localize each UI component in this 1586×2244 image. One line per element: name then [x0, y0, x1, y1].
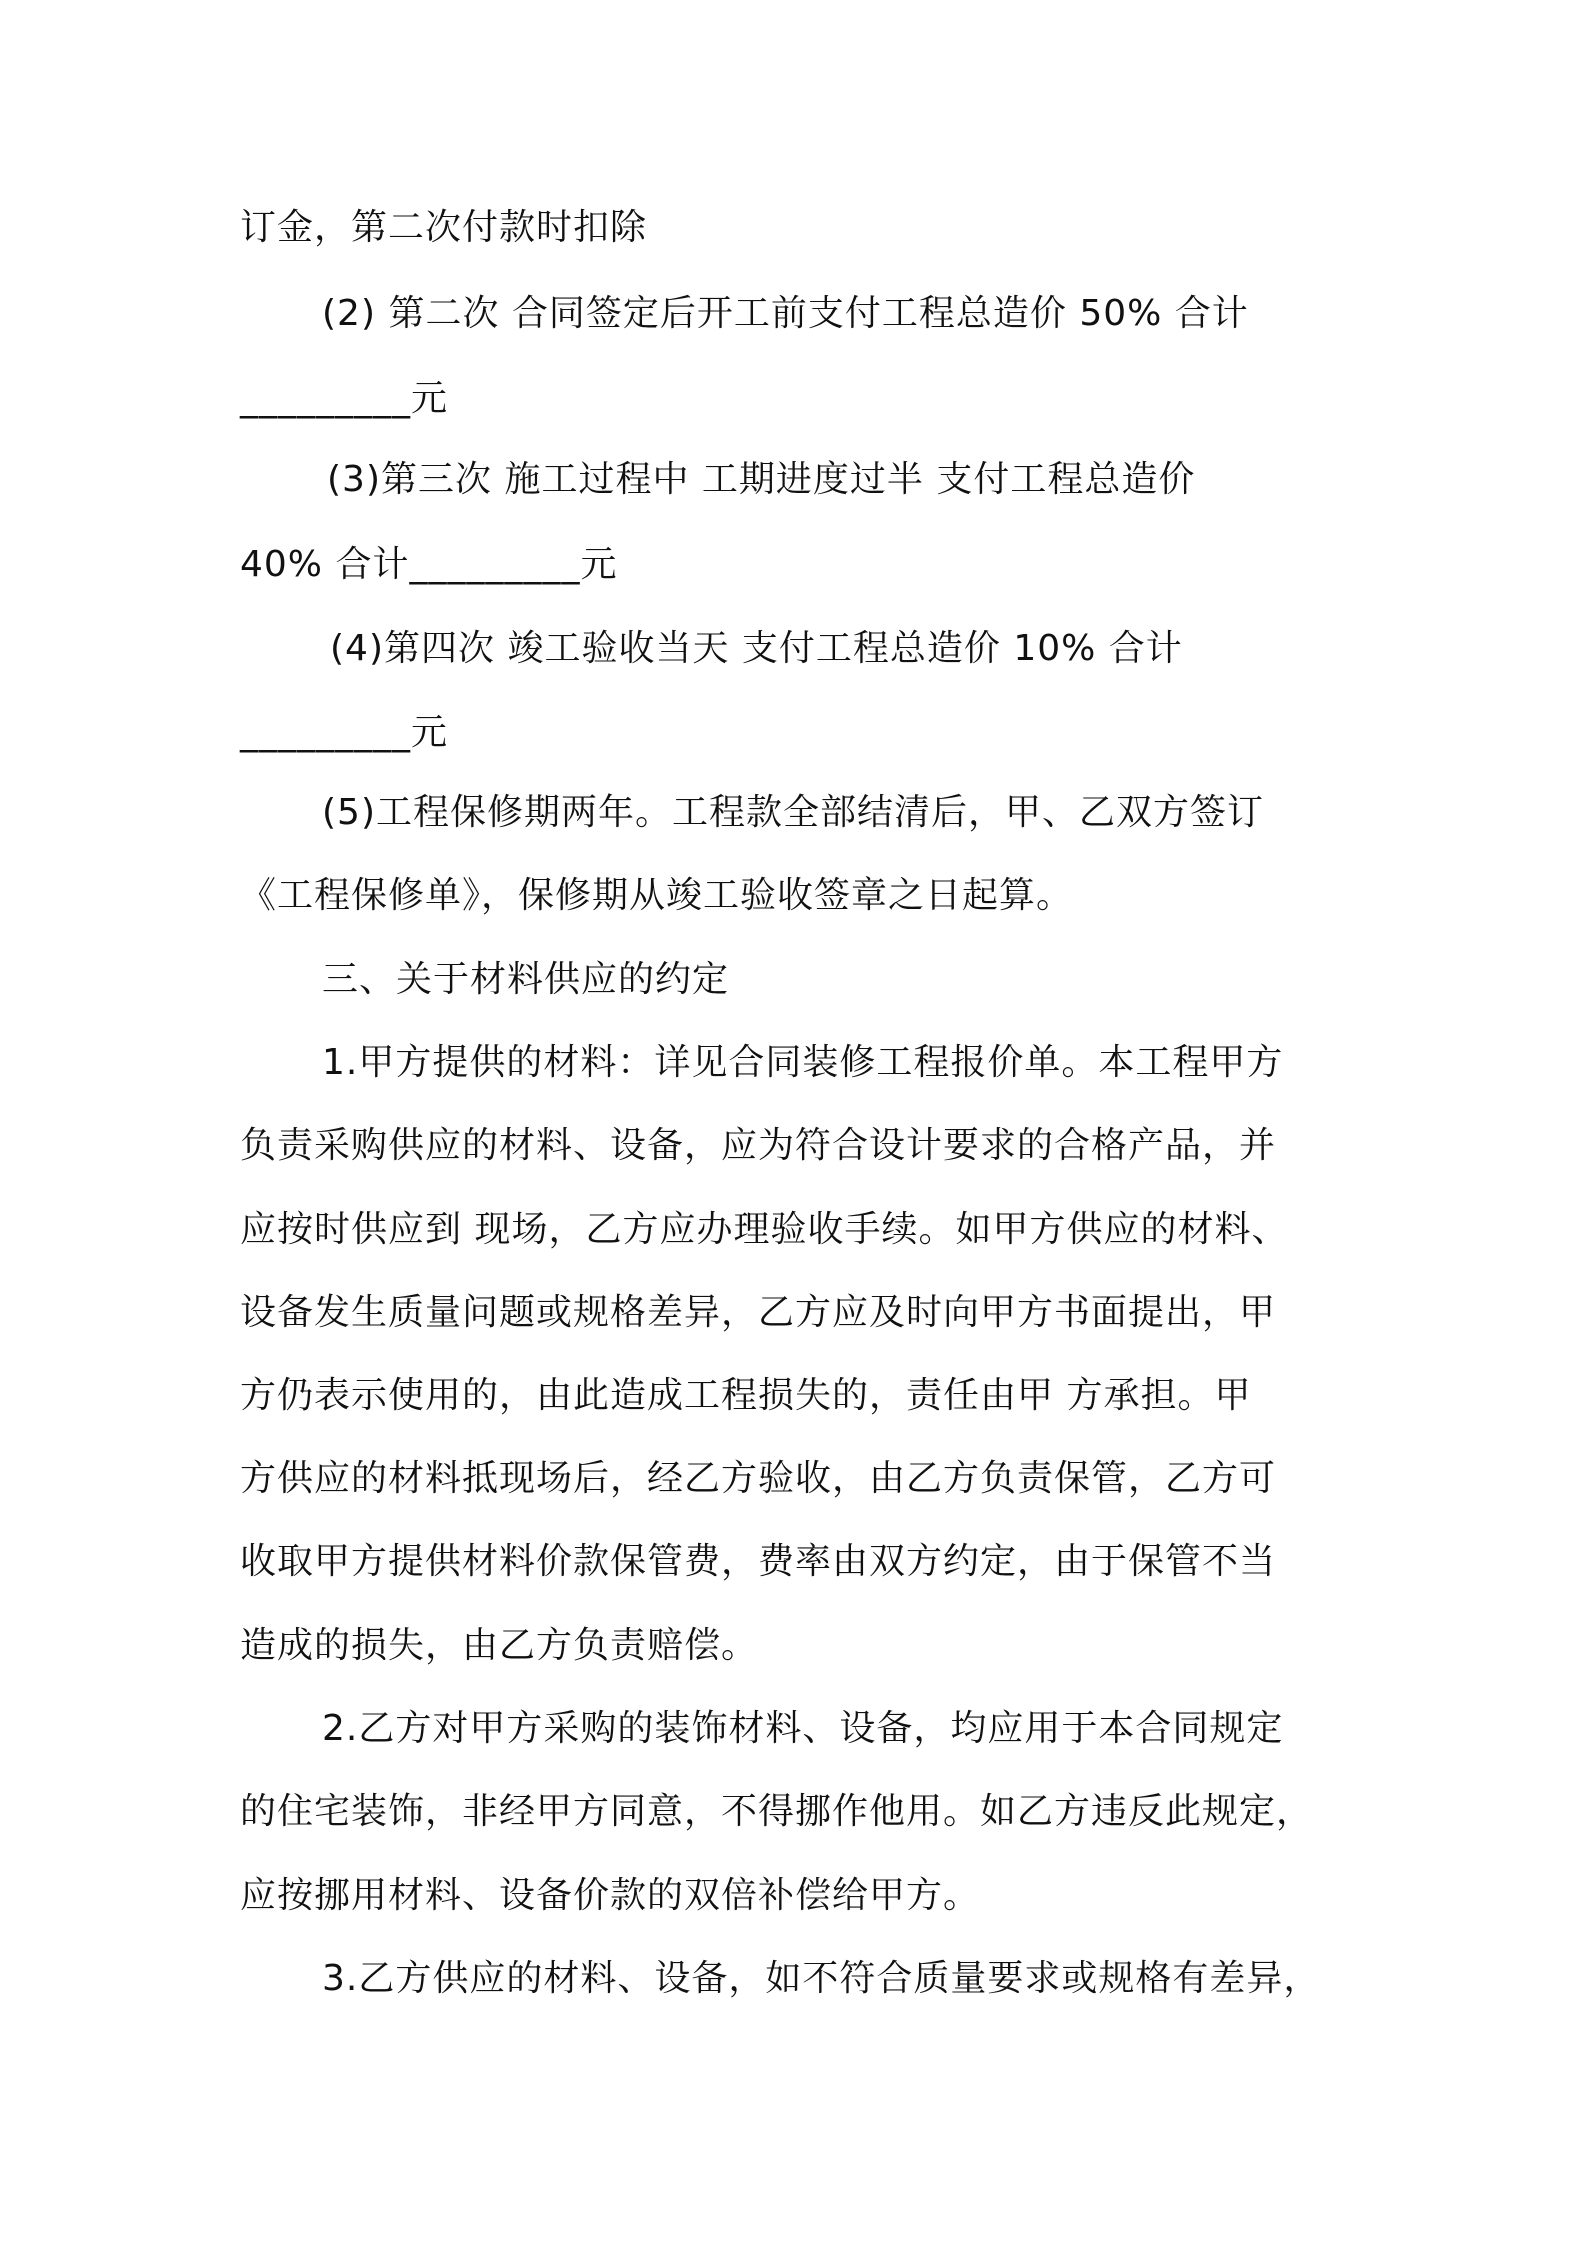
- text-line: _________元: [240, 712, 449, 753]
- text-line: 负责采购供应的材料、设备，应为符合设计要求的合格产品，并: [240, 1125, 1277, 1166]
- text-line: 造成的损失，由乙方负责赔偿。: [240, 1625, 759, 1666]
- text-line: (3)第三次 施工过程中 工期进度过半 支付工程总造价: [327, 459, 1196, 500]
- text-line: 2.乙方对甲方采购的装饰材料、设备，均应用于本合同规定: [322, 1708, 1284, 1749]
- text-line: _________元: [240, 378, 449, 419]
- section-heading: 三、关于材料供应的约定: [322, 959, 730, 1000]
- text-line: (5)工程保修期两年。工程款全部结清后，甲、乙双方签订: [322, 792, 1264, 833]
- text-line: 设备发生质量问题或规格差异，乙方应及时向甲方书面提出，甲: [240, 1292, 1277, 1333]
- text-line: 40% 合计_________元: [240, 544, 618, 585]
- text-line: 《工程保修单》，保修期从竣工验收签章之日起算。: [240, 875, 1074, 916]
- text-line: 收取甲方提供材料价款保管费，费率由双方约定，由于保管不当: [240, 1541, 1277, 1582]
- text-line: 方仍表示使用的，由此造成工程损失的，责任由甲 方承担。甲: [240, 1375, 1252, 1416]
- text-line: 3.乙方供应的材料、设备，如不符合质量要求或规格有差异，: [322, 1958, 1321, 1999]
- text-line: 1.甲方提供的材料：详见合同装修工程报价单。本工程甲方: [322, 1042, 1284, 1083]
- text-line: 应按时供应到 现场，乙方应办理验收手续。如甲方供应的材料、: [240, 1209, 1289, 1250]
- text-line: (2) 第二次 合同签定后开工前支付工程总造价 50% 合计: [322, 293, 1249, 334]
- text-line: 的住宅装饰，非经甲方同意，不得挪作他用。如乙方违反此规定，: [240, 1791, 1314, 1832]
- text-line: (4)第四次 竣工验收当天 支付工程总造价 10% 合计: [330, 628, 1183, 669]
- text-line: 订金，第二次付款时扣除: [240, 207, 648, 248]
- text-line: 方供应的材料抵现场后，经乙方验收，由乙方负责保管，乙方可: [240, 1458, 1277, 1499]
- text-line: 应按挪用材料、设备价款的双倍补偿给甲方。: [240, 1875, 981, 1916]
